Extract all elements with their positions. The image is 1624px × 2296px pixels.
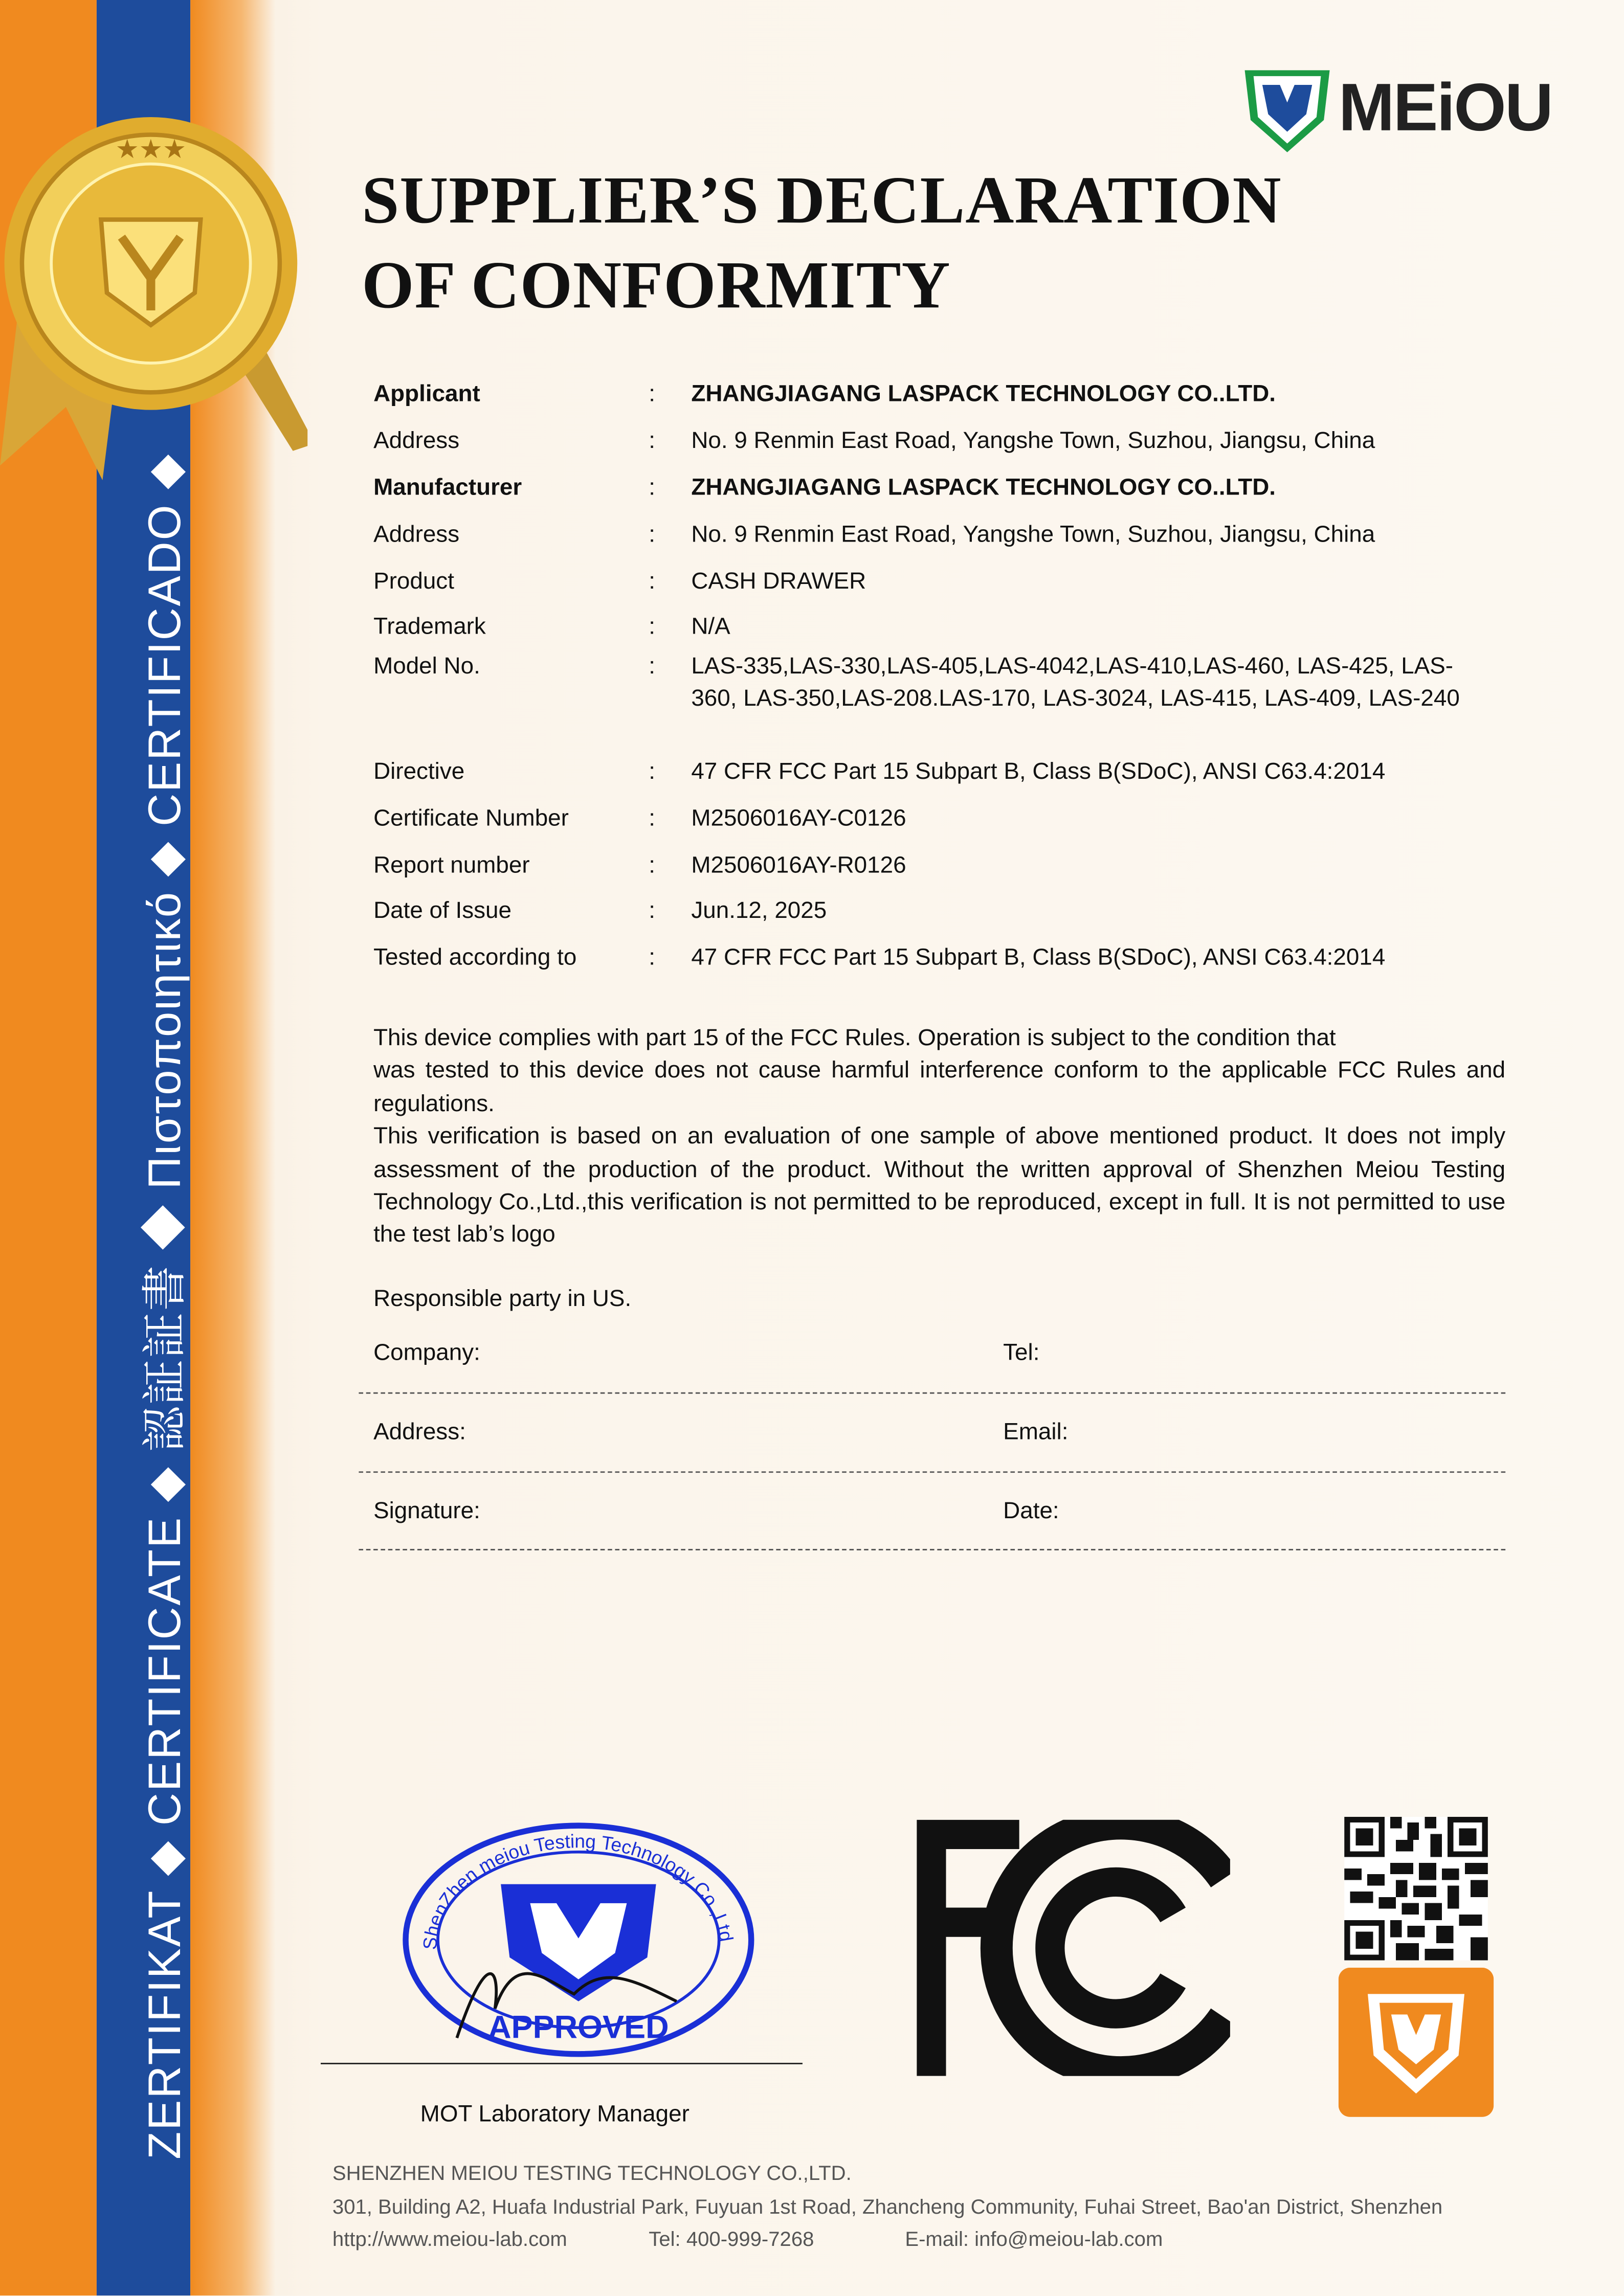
sidebar-vertical-text: ZERTIFIKAT ◆ CERTIFICATE ◆ 認証証書 ◆ Πιστοποιητικό ◆ CERTIFICADO ◆ (139, 453, 191, 2159)
field-value: CASH DRAWER (691, 569, 866, 595)
field-label: Tested according to (373, 946, 577, 971)
meiou-logo (1239, 61, 1564, 161)
gold-seal-icon (0, 100, 307, 480)
footer-tel: Tel: 400-999-7268 (649, 2226, 814, 2250)
field-label: Trademark (373, 615, 486, 640)
signatory-title: MOT Laboratory Manager (420, 2102, 689, 2127)
field-colon: : (649, 946, 656, 971)
field-value: M2506016AY-R0126 (691, 853, 906, 879)
field-colon: : (649, 654, 656, 680)
field-colon: : (649, 523, 656, 548)
divider (359, 1549, 1505, 1550)
divider (359, 1471, 1505, 1473)
statement-paragraph-1 (373, 1023, 1505, 1253)
statement-paragraph-2: This verification is based on an evaluation of one sample of above mentioned product. It does not imply assessment of the production of the product. Without the written approval of Shenzhen Meiou Testing Technology Co.,Ltd.,this verification is not permitted to be reproduced, except in full. It is not permitted to use the test lab’s logo (373, 1124, 1506, 1248)
footer-address: 301, Building A2, Huafa Industrial Park, Fuyuan 1st Road, Zhancheng Community, Fuhai Street, Bao'an District, Shenzhen (332, 2194, 1443, 2218)
statement-text: was tested to this device does not cause harmful interference conform to the applicable FCC Rules and regulations. (373, 1059, 1506, 1117)
field-colon: : (649, 615, 656, 640)
footer-website[interactable]: http://www.meiou-lab.com (332, 2226, 567, 2250)
address-label: Address: (373, 1420, 466, 1445)
stamp-approved-text: APPROVED (488, 2009, 669, 2045)
statement-line: This device complies with part 15 of the FCC Rules. Operation is subject to the condition that (373, 1026, 1336, 1051)
field-label: Address (373, 523, 460, 548)
signature-line (321, 2063, 803, 2064)
approved-stamp-icon (398, 1818, 759, 2061)
field-colon: : (649, 806, 656, 832)
field-label: Applicant (373, 382, 480, 407)
field-colon: : (649, 476, 656, 501)
field-value: ZHANGJIAGANG LASPACK TECHNOLOGY CO..LTD. (691, 382, 1276, 407)
footer-company: SHENZHEN MEIOU TESTING TECHNOLOGY CO.,LTD. (332, 2160, 852, 2185)
field-label: Directive (373, 759, 465, 785)
page-title (362, 158, 1281, 328)
field-colon: : (649, 759, 656, 785)
field-colon: : (649, 898, 656, 924)
field-colon: : (649, 429, 656, 454)
stamp-ring-text: ShenZhen meiou Testing Technology Co.,Ltd (418, 1830, 738, 1951)
date-label: Date: (1003, 1499, 1059, 1524)
field-label: Report number (373, 853, 530, 879)
field-label: Manufacturer (373, 476, 522, 501)
field-label: Date of Issue (373, 898, 511, 924)
field-colon: : (649, 382, 656, 407)
field-value: Jun.12, 2025 (691, 898, 827, 924)
field-value: N/A (691, 615, 730, 640)
field-label: Address (373, 429, 460, 454)
field-value: LAS-335,LAS-330,LAS-405,LAS-4042,LAS-410,LAS-460, LAS-425, LAS-360, LAS-350,LAS-208.LAS-170, LAS-3024, LAS-415, LAS-409, LAS-240 (691, 654, 1460, 712)
field-label: Product (373, 569, 454, 595)
qr-code-icon[interactable] (1344, 1817, 1488, 1961)
company-label: Company: (373, 1341, 480, 1366)
field-value: No. 9 Renmin East Road, Yangshe Town, Suzhou, Jiangsu, China (691, 429, 1375, 454)
email-label: Email: (1003, 1420, 1069, 1445)
footer-email[interactable]: E-mail: info@meiou-lab.com (905, 2226, 1163, 2250)
field-label: Certificate Number (373, 806, 569, 832)
meiou-logo-text: MEiOU (1338, 69, 1552, 145)
fcc-logo-icon (917, 1820, 1230, 2076)
meiou-orange-badge-icon (1339, 1968, 1494, 2117)
tel-label: Tel: (1003, 1341, 1040, 1366)
field-value: ZHANGJIAGANG LASPACK TECHNOLOGY CO..LTD. (691, 476, 1276, 501)
field-value: No. 9 Renmin East Road, Yangshe Town, Suzhou, Jiangsu, China (691, 523, 1375, 548)
field-label: Model No. (373, 654, 480, 680)
field-colon: : (649, 853, 656, 879)
meiou-shield-logo-icon (1239, 61, 1336, 158)
title-line-2: OF CONFORMITY (362, 247, 951, 322)
svg-text:★★★: ★★★ (115, 134, 187, 164)
title-line-1: SUPPLIER’S DECLARATION (362, 162, 1282, 237)
divider (359, 1392, 1505, 1394)
signature-label: Signature: (373, 1499, 480, 1524)
field-value: 47 CFR FCC Part 15 Subpart B, Class B(SDoC), ANSI C63.4:2014 (691, 759, 1386, 785)
field-colon: : (649, 569, 656, 595)
field-value: 47 CFR FCC Part 15 Subpart B, Class B(SDoC), ANSI C63.4:2014 (691, 946, 1386, 971)
field-value: M2506016AY-C0126 (691, 806, 906, 832)
responsible-heading: Responsible party in US. (373, 1287, 632, 1312)
